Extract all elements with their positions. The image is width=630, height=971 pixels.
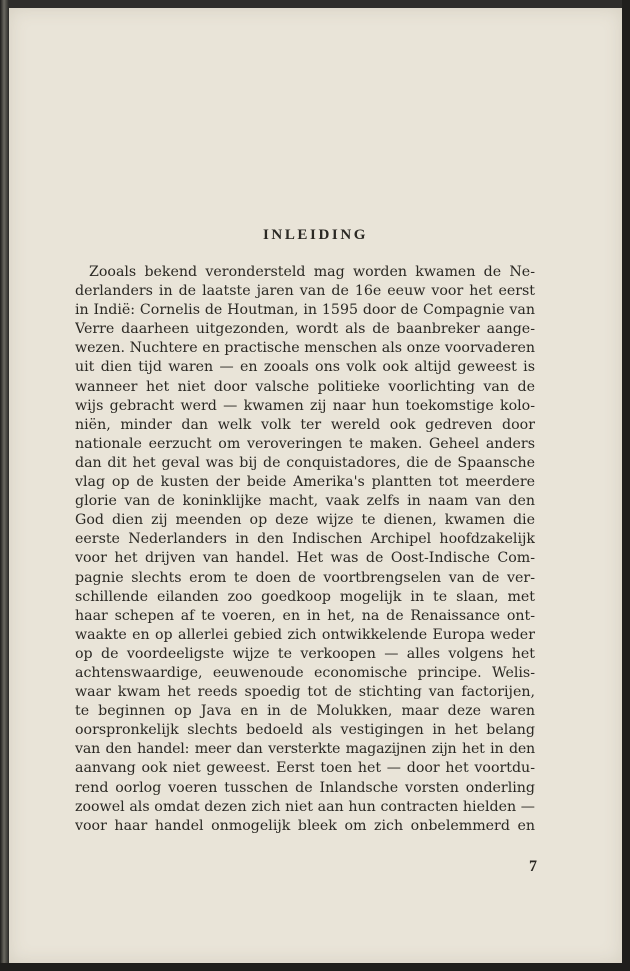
text-line: haar schepen af te voeren, en in het, na de Renaissance ont-	[75, 607, 535, 624]
text-line: uit dien tijd waren — en zooals ons volk ook altijd geweest is	[75, 359, 535, 376]
text-line: achtenswaardige, eeuwenoude economische principe. Welis-	[75, 664, 535, 681]
text-line: dan dit het geval was bij de conquistadores, die de Spaansche	[75, 454, 535, 471]
text-line: Zooals bekend verondersteld mag worden kwamen de Ne-	[89, 264, 535, 280]
text-line: van den handel: meer dan versterkte magazijnen zijn het in den	[75, 741, 535, 758]
text-line: pagnie slechts erom te doen de voortbrengselen van de ver-	[75, 569, 535, 586]
text-line: wanneer het niet door valsche politieke voorlichting van de	[75, 378, 535, 395]
text-line: wijs gebracht werd — kwamen zij naar hun toekomstige kolo-	[75, 397, 535, 414]
text-line: schillende eilanden zoo goedkoop mogelijk in te slaan, met	[75, 588, 535, 605]
text-line: rend oorlog voeren tusschen de Inlandsche vorsten onderling	[75, 779, 535, 796]
text-line: aanvang ook niet geweest. Eerst toen het — door het voortdu-	[75, 760, 535, 777]
scan-right-edge	[622, 0, 630, 971]
scan-bottom-edge	[0, 963, 630, 971]
text-line: derlanders in de laatste jaren van de 16e eeuw voor het eerst	[75, 283, 535, 300]
text-line: God dien zij meenden op deze wijze te dienen, kwamen die	[75, 512, 535, 529]
text-line: in Indië: Cornelis de Houtman, in 1595 door de Compagnie van	[75, 302, 535, 319]
text-line: op de voordeeligste wijze te verkoopen — alles volgens het	[75, 645, 535, 662]
text-line: zoowel als omdat dezen zich niet aan hun contracten hielden —	[75, 798, 535, 815]
text-line: eerste Nederlanders in den Indischen Archipel hoofdzakelijk	[75, 531, 535, 548]
text-line: wezen. Nuchtere en practische menschen als onze voorvaderen	[75, 340, 535, 357]
book-binding-edge	[0, 0, 9, 971]
chapter-heading: INLEIDING	[262, 227, 369, 243]
text-line: niën, minder dan welk volk ter wereld ook gedreven door	[75, 416, 535, 433]
page-number: 7	[529, 858, 537, 875]
text-line: te beginnen op Java en in de Molukken, maar deze waren	[75, 703, 535, 720]
text-line: vlag op de kusten der beide Amerika's plantten tot meerdere	[75, 474, 535, 491]
text-line: voor het drijven van handel. Het was de Oost-Indische Com-	[75, 550, 535, 567]
text-line: nationale eerzucht om veroveringen te maken. Geheel anders	[75, 435, 535, 452]
text-line: voor haar handel onmogelijk bleek om zich onbelemmerd en	[75, 817, 535, 834]
book-page	[9, 8, 622, 963]
text-line: Verre daarheen uitgezonden, wordt als de baanbreker aange-	[75, 321, 535, 338]
text-line: waakte en op allerlei gebied zich ontwikkelende Europa weder	[75, 626, 535, 643]
body-text	[75, 263, 535, 836]
text-line: waar kwam het reeds spoedig tot de stichting van factorijen,	[75, 684, 535, 701]
text-line: glorie van de koninklijke macht, vaak zelfs in naam van den	[75, 493, 535, 510]
text-line: oorspronkelijk slechts bedoeld als vestigingen in het belang	[75, 722, 535, 739]
